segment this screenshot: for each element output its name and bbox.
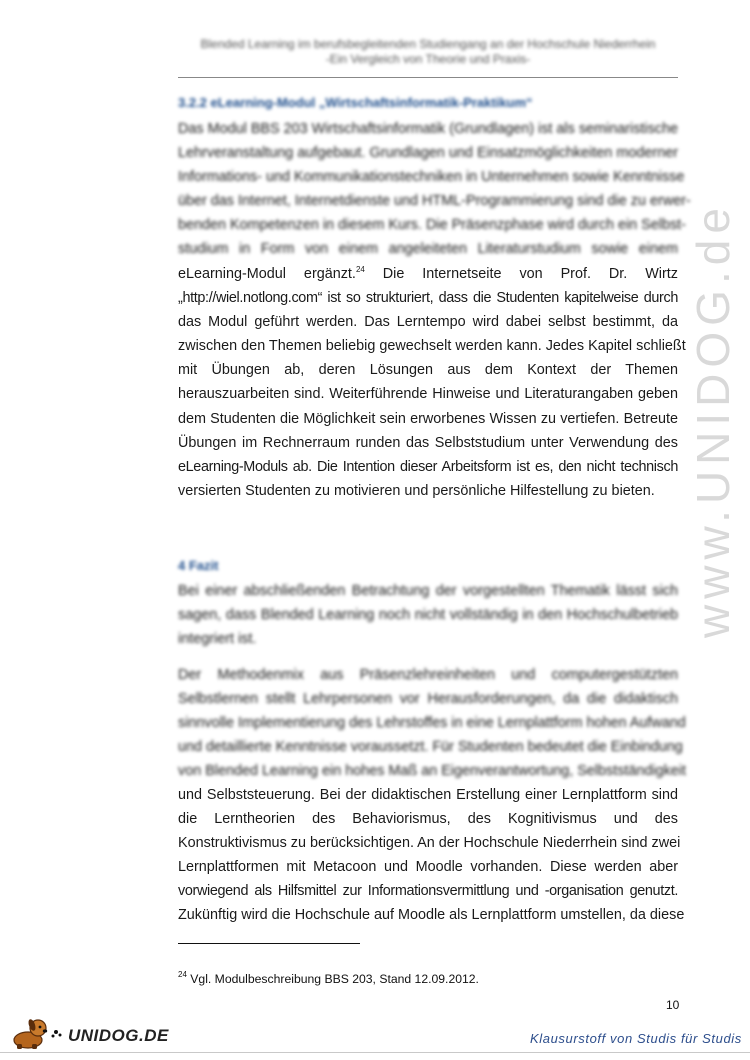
text-line: vorwiegend als Hilfsmittel zur Informationsvermittlung und -organisation genutzt. [178, 883, 678, 900]
unidog-logo[interactable] [8, 1016, 168, 1050]
section-322-paragraph [178, 262, 686, 503]
text-line: Bei einer abschließenden Betrachtung der vorgestellten Thematik lässt sich [178, 583, 678, 599]
footnote-divider [178, 943, 360, 944]
text-line: dem Studenten die Möglichkeit sein erworbenes Wissen zu vertiefen. Betreute [178, 410, 678, 427]
page-number: 10 [666, 998, 680, 1012]
text-line: Zukünftig wird die Hochschule auf Moodle als Lernplattform umstellen, da diese [178, 907, 685, 924]
text-line: studium in Form von einem angeleiteten Literaturstudium sowie einem [178, 241, 678, 258]
header-divider [178, 77, 678, 78]
footnote-text: Vgl. Modulbeschreibung BBS 203, Stand 12.09.2012. [186, 972, 479, 986]
running-header [178, 37, 678, 67]
text-line: mit Übungen ab, deren Lösungen aus dem Kontext der Themen [178, 362, 678, 379]
text-line: und Selbststeuerung. Bei der didaktischen Erstellung einer Lernplattform sind [178, 787, 678, 803]
text-line: Lehrveranstaltung aufgebaut. Grundlagen und Einsatzmöglichkeiten moderner [178, 145, 678, 162]
text-line: „http://wiel.notlong.com“ ist so strukturiert, dass die Studenten kapitelweise durch [178, 290, 678, 307]
text-line: Informations- und Kommunikationstechniken in Unternehmen sowie Kenntnisse [178, 169, 685, 186]
text-line [178, 262, 678, 286]
text-segment: Die Internetseite von Prof. Dr. Wirtz [364, 266, 678, 282]
text-line: über das Internet, Internetdienste und HTML-Programmierung sind die zu erwer- [178, 193, 691, 210]
fazit-paragraph-2-blurred [178, 663, 687, 783]
header-line-2: -Ein Vergleich von Theorie und Praxis- [325, 52, 531, 66]
text-line: sagen, dass Blended Learning noch nicht vollständig in den Hochschulbetrieb [178, 607, 678, 624]
text-line: benden Kompetenzen in diesem Kurs. Die Präsenzphase wird durch ein Selbst- [178, 217, 686, 234]
section-322-blurred-paragraph [178, 117, 691, 262]
footnote [178, 972, 479, 986]
text-line: Konstruktivismus zu berücksichtigen. An der Hochschule Niederrhein sind zwei [178, 835, 681, 852]
text-line: Lernplattformen mit Metacoon und Moodle vorhanden. Diese werden aber [178, 859, 678, 876]
footer-tagline: Klausurstoff von Studis für Studis [530, 1031, 742, 1046]
section-heading-fazit: 4 Fazit [178, 558, 219, 573]
logo-text: UNIDOG.DE [68, 1026, 169, 1045]
section-heading-322: 3.2.2 eLearning-Modul „Wirtschaftsinformatik-Praktikum“ [178, 95, 533, 110]
text-line: sinnvolle Implementierung des Lehrstoffes in eine Lernplattform hohen Aufwand [178, 715, 686, 732]
text-line: das Modul geführt werden. Das Lerntempo wird dabei selbst bestimmt, da [178, 314, 678, 331]
text-line: die Lerntheorien des Behaviorismus, des Kognitivismus und des [178, 811, 678, 828]
text-line: Übungen im Rechnerraum runden das Selbststudium unter Verwendung des [178, 434, 678, 451]
text-line: zwischen den Themen beliebig gewechselt werden kann. Jedes Kapitel schließt [178, 338, 686, 355]
text-segment: eLearning-Modul ergänzt. [178, 266, 356, 282]
text-line: Selbstlernen stellt Lehrpersonen vor Herausforderungen, da die didaktisch [178, 691, 678, 708]
text-line: eLearning-Moduls ab. Die Intention dieser Arbeitsform ist es, den nicht technisch [178, 458, 678, 475]
text-line: Das Modul BBS 203 Wirtschaftsinformatik (Grundlagen) ist als seminaristische [178, 121, 678, 137]
text-line: herauszuarbeiten sind. Weiterführende Hinweise und Literaturangaben geben [178, 386, 678, 403]
header-line-1: Blended Learning im berufsbegleitenden Studiengang an der Hochschule Niederrhein [200, 37, 656, 51]
text-line: integriert ist. [178, 631, 257, 648]
dog-icon [8, 1016, 64, 1050]
fazit-paragraph-2 [178, 783, 685, 928]
watermark-text: www.UNIDOG.de [687, 202, 739, 638]
footer-divider [0, 1052, 750, 1053]
text-line: von Blended Learning ein hohes Maß an Eigenverantwortung, Selbstständigkeit [178, 763, 687, 780]
footnote-number: 24 [178, 970, 187, 979]
footnote-reference: 24 [355, 265, 365, 274]
text-line: und detaillierte Kenntnisse voraussetzt. Für Studenten bedeutet die Einbindung [178, 739, 683, 756]
text-line: Der Methodenmix aus Präsenzlehreinheiten und computergestützten [178, 667, 678, 683]
fazit-paragraph-1 [178, 579, 678, 651]
text-line: versierten Studenten zu motivieren und persönliche Hilfestellung zu bieten. [178, 482, 655, 499]
